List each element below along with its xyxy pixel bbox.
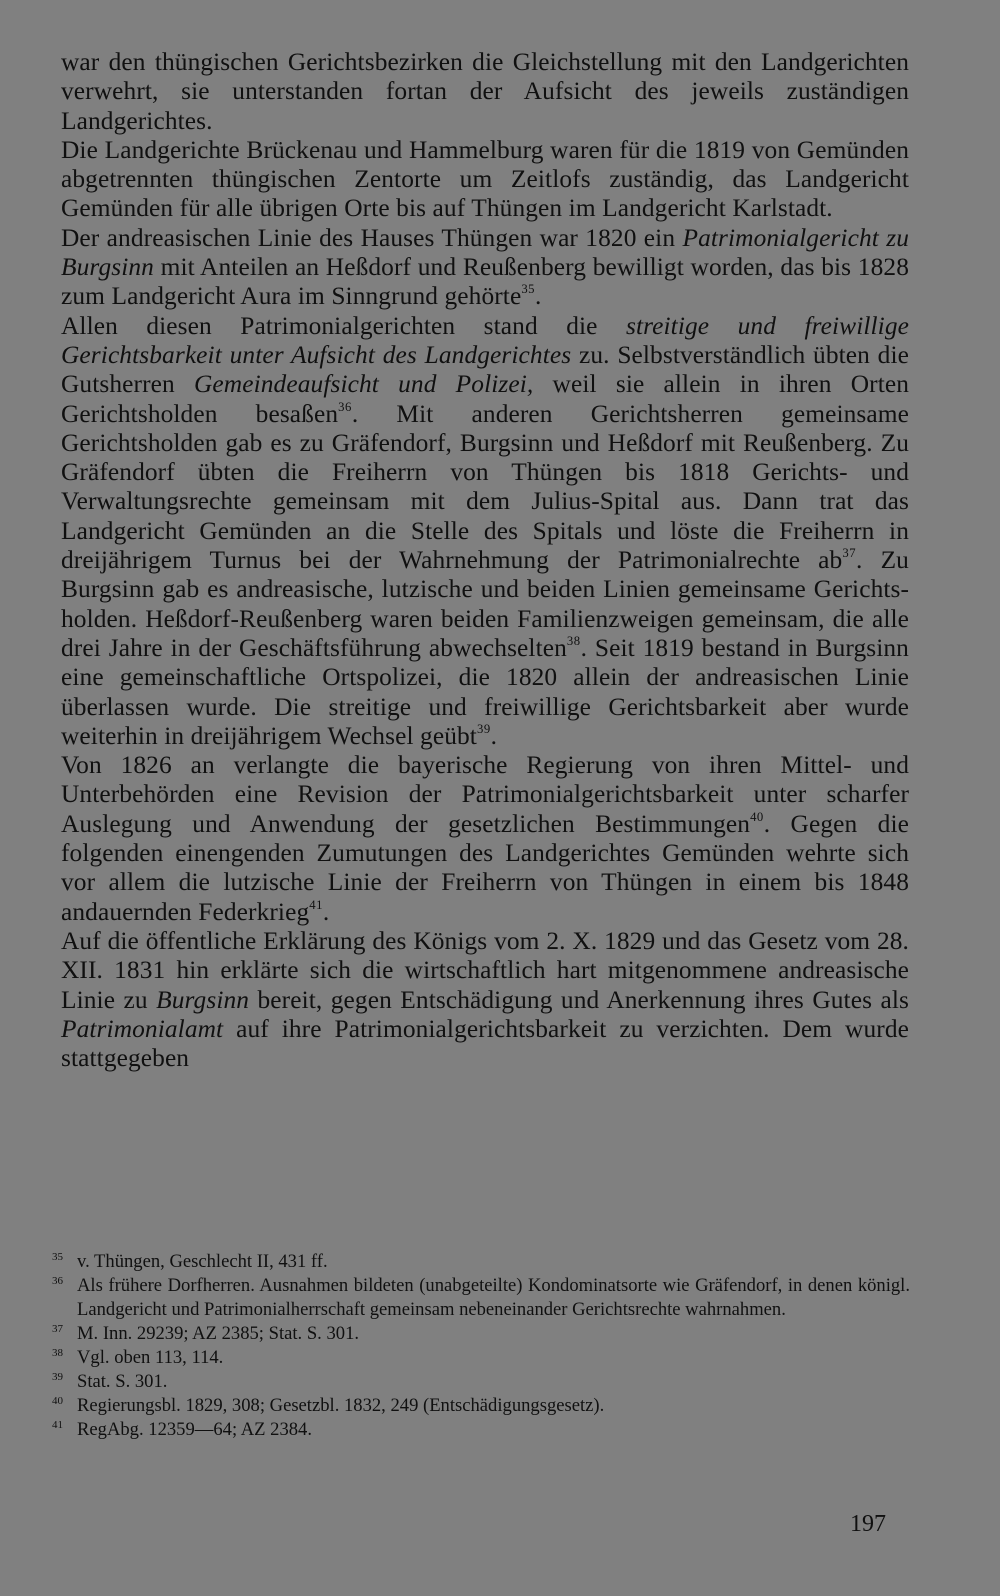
paragraph-text: weil sie allein in ihren Orten Gerichtsholden besaßen [61,370,910,428]
paragraph [61,48,909,136]
page-number: 197 [850,1511,886,1537]
footnote-number: 38 [52,1347,63,1359]
paragraph [61,312,909,751]
footnote-number: 37 [52,1323,63,1335]
footnote [52,1322,910,1346]
footnote-text: Vgl. oben 113, 114. [77,1347,224,1368]
footnote-number: 36 [52,1275,63,1287]
paragraph [61,224,909,312]
footnote [52,1394,910,1418]
footnote-marker[interactable]: 35 [521,282,535,297]
body-text [61,48,909,1073]
italic-term: streitige und freiwillige Gerichtsbarkeit unter Aufsicht des Landgerichtes [61,311,909,369]
italic-term: Burgsinn [156,985,250,1014]
paragraph-text: bereit, gegen Entschädigung und Anerkennung ihres Gutes als [249,985,909,1014]
footnote-number: 35 [52,1251,63,1263]
paragraph-text: Auf die öffentliche Erklärung des Königs vom 2. X. 1829 und das Gesetz vom 28. XII. 1831 hin erklärte sich die wirtschaftlich hart mitgenommene andreasische Linie zu [61,926,909,1014]
italic-term: Patrimonialgericht zu Burgsinn [61,223,909,282]
paragraph-text: Die Landgerichte Brückenau und Hammelburg waren für die 1819 von Gemünden abgetrennten thüngischen Zentorte um Zeitlofs zuständig, das Landgericht Gemünden für alle übrigen Orte bis auf Thüngen im Landgericht Karlstadt. [61,135,909,223]
footnote-marker[interactable]: 36 [338,399,352,414]
paragraph [61,927,909,1073]
footnote-text: M. Inn. 29239; AZ 2385; Stat. S. 301. [77,1323,360,1344]
footnote-marker[interactable]: 40 [750,809,764,824]
paragraph-text: . [490,721,498,750]
paragraph-text: . [322,897,330,926]
footnote [52,1370,910,1394]
italic-term: Gemeindeaufsicht und Polizei, [194,370,534,399]
paragraph-text: Der andreasischen Linie des Hauses Thüngen war 1820 ein [61,223,683,252]
paragraph-text: Allen diesen Patrimonialgerichten stand die [61,311,626,340]
footnote [52,1346,910,1370]
footnote-marker[interactable]: 39 [476,722,491,737]
paragraph-text: . Gegen die folgenden einengenden Zumutungen des Landgerichtes Gemünden wehrte sich vor allem die lutzische Linie der Freiherrn von Thüngen in einem bis 1848 andauernden Federkrieg [61,809,909,926]
paragraph-text: auf ihre Patrimonialgerichtsbarkeit zu verzichten. Dem wurde stattgegeben [61,1014,909,1073]
footnote-number: 40 [52,1395,63,1407]
footnote [52,1250,910,1274]
footnote-text: RegAbg. 12359—64; AZ 2384. [77,1419,312,1440]
paragraph [61,751,909,927]
footnote-text: Regierungsbl. 1829, 308; Gesetzbl. 1832, 249 (Entschädigungsgesetz). [77,1395,605,1416]
paragraph-text: war den thüngischen Gerichtsbezirken die Gleichstellung mit den Landgerichten verwehrt, sie unterstanden fortan der Aufsicht des jeweils zuständigen Landgerichtes. [61,48,909,135]
paragraph-text: . Mit anderen Gerichtsherren gemeinsame Gerichtsholden gab es zu Gräfendorf, Burgsinn und Heßdorf mit Reußenberg. Zu Gräfendorf übten die Freiherrn von Thüngen bis 1818 Gerichts- und Verwaltungsrechte gemeinsam mit dem Julius-Spital aus. Dann trat das Landgericht Gemünden an die Stelle des Spitals und löste die Freiherrn in dreijährigem Turnus bei der Wahrnehmung der Patrimonialrechte ab [61,399,909,575]
paragraph-text: Von 1826 an verlangte die bayerische Regierung von ihren Mittel- und Unterbehörden eine Revision der Patrimonialgerichtsbarkeit unter scharfer Auslegung und Anwendung der gesetzlichen Bestimmungen [61,751,909,838]
footnote-marker[interactable]: 41 [309,897,323,912]
footnote [52,1418,910,1442]
italic-term: Patrimonialamt [61,1014,224,1043]
paragraph-text: . [535,282,542,311]
footnote-text: v. Thüngen, Geschlecht II, 431 ff. [77,1251,328,1272]
footnote-marker[interactable]: 37 [842,546,857,561]
footnote-number: 39 [52,1371,63,1383]
footnote-text: Stat. S. 301. [77,1371,168,1392]
paragraph-text: . Seit 1819 bestand in Burgsinn eine gemeinschaftliche Ortspolizei, die 1820 allein der andreasischen Linie überlassen wurde. Die streitige und freiwillige Gerichtsbarkeit aber wurde weiterhin in dreijährigem Wechsel geübt [61,633,909,750]
paragraph-text: . Zu Burgsinn gab es andreasische, lutzische und beiden Linien gemeinsame Gerichtsholden. Heßdorf-Reußenberg waren beiden Familienzweigen gemeinsam, die alle drei Jahre in der Geschäftsführung abwechselten [61,546,909,662]
footnote-marker[interactable]: 38 [566,634,581,649]
paragraph-text: mit Anteilen an Heßdorf und Reußenberg bewilligt worden, das bis 1828 zum Landgericht Aura im Sinngrund gehörte [61,253,909,311]
footnote-number: 41 [52,1419,63,1431]
paragraph-text: zu. Selbstverständlich übten die Gutsherren [61,340,909,399]
paragraph [61,136,909,224]
footnote-text: Als frühere Dorfherren. Ausnahmen bildeten (unabgeteilte) Kondominatsorte wie Gräfendorf, in denen königl. Landgericht und Patrimonialherrschaft gemeinsam nebeneinander Gerichtsrechte wahrnahmen. [77,1275,910,1320]
footnotes [52,1250,910,1442]
footnote [52,1274,910,1322]
